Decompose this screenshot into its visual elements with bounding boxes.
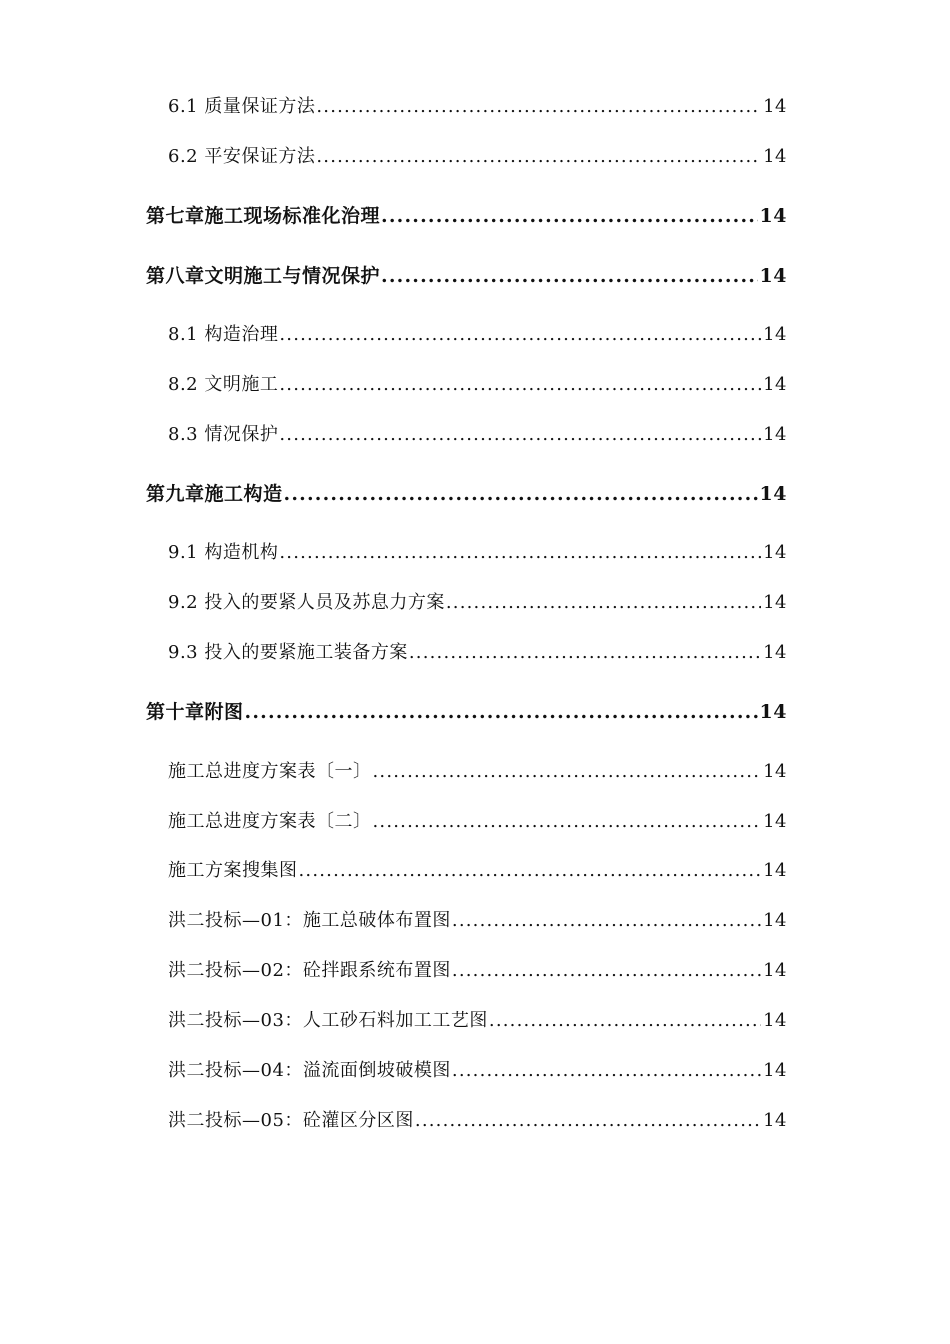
toc-entry-schedule-1[interactable] [168, 757, 787, 783]
toc-entry-9-3[interactable] [168, 638, 787, 664]
toc-dot-leader [373, 811, 762, 832]
toc-page-number: 14 [763, 592, 787, 613]
toc-entry-title: 施工方案搜集图 [168, 860, 298, 881]
toc-entry-drawing-02[interactable] [168, 956, 787, 982]
toc-dot-leader [316, 96, 761, 117]
toc-page-number: 14 [763, 424, 787, 445]
toc-entry-drawing-05[interactable] [168, 1106, 787, 1132]
toc-entry-title: 洪二投标—05：砼灌区分区图 [168, 1110, 414, 1131]
toc-page-number: 14 [759, 701, 787, 723]
toc-entry-title: 6.1 质量保证方法 [168, 96, 316, 117]
toc-entry-6-2[interactable] [168, 142, 787, 168]
toc-dot-leader [452, 1060, 761, 1081]
toc-page-number: 14 [759, 205, 787, 227]
toc-entry-title: 9.3 投入的要紧施工装备方案 [168, 642, 408, 663]
toc-dot-leader [373, 761, 762, 782]
toc-entry-title: 8.1 构造治理 [168, 324, 279, 345]
toc-chapter-8[interactable] [146, 261, 787, 288]
toc-entry-title: 9.2 投入的要紧人员及苏息力方案 [168, 592, 445, 613]
toc-entry-title: 洪二投标—03：人工砂石料加工工艺图 [168, 1010, 488, 1031]
toc-entry-9-1[interactable] [168, 538, 787, 564]
toc-page-number: 14 [759, 265, 787, 287]
toc-dot-leader [279, 542, 761, 563]
toc-entry-6-1[interactable] [168, 92, 787, 118]
toc-chapter-10[interactable] [146, 697, 787, 724]
toc-dot-leader [452, 910, 761, 931]
toc-dot-leader [381, 205, 758, 227]
toc-entry-title: 洪二投标—02：砼拌跟系统布置图 [168, 960, 451, 981]
toc-entry-title: 8.2 文明施工 [168, 374, 279, 395]
toc-page-number: 14 [763, 860, 787, 881]
toc-chapter-title: 第九章施工构造 [146, 483, 283, 505]
toc-chapter-7[interactable] [146, 201, 787, 228]
toc-entry-drawing-03[interactable] [168, 1006, 787, 1032]
toc-page-number: 14 [759, 483, 787, 505]
toc-page-number: 14 [763, 1060, 787, 1081]
toc-dot-leader [245, 701, 758, 723]
toc-entry-title: 9.1 构造机构 [168, 542, 279, 563]
toc-entry-8-1[interactable] [168, 320, 787, 346]
toc-page-number: 14 [763, 910, 787, 931]
toc-dot-leader [284, 483, 758, 505]
toc-dot-leader [452, 960, 761, 981]
toc-chapter-title: 第十章附图 [146, 701, 244, 723]
toc-page-number: 14 [763, 374, 787, 395]
toc-page-number: 14 [763, 96, 787, 117]
toc-entry-network-diagram[interactable] [168, 856, 787, 882]
toc-entry-9-2[interactable] [168, 588, 787, 614]
toc-dot-leader [299, 860, 762, 881]
toc-entry-schedule-2[interactable] [168, 807, 787, 833]
toc-entry-title: 6.2 平安保证方法 [168, 146, 316, 167]
toc-dot-leader [489, 1010, 761, 1031]
toc-page-number: 14 [763, 811, 787, 832]
toc-dot-leader [381, 265, 758, 287]
toc-entry-title: 施工总进度方案表〔二〕 [168, 811, 372, 832]
toc-chapter-title: 第八章文明施工与情况保护 [146, 265, 381, 287]
toc-dot-leader [279, 424, 761, 445]
toc-entry-title: 洪二投标—01：施工总破体布置图 [168, 910, 451, 931]
toc-dot-leader [446, 592, 761, 613]
toc-entry-drawing-01[interactable] [168, 906, 787, 932]
toc-dot-leader [415, 1110, 761, 1131]
toc-entry-drawing-04[interactable] [168, 1056, 787, 1082]
toc-page-number: 14 [763, 146, 787, 167]
toc-entry-title: 8.3 情况保护 [168, 424, 279, 445]
toc-dot-leader [409, 642, 761, 663]
toc-page-number: 14 [763, 642, 787, 663]
toc-page-number: 14 [763, 1010, 787, 1031]
toc-dot-leader [279, 374, 761, 395]
toc-page-number: 14 [763, 542, 787, 563]
toc-dot-leader [279, 324, 761, 345]
toc-chapter-9[interactable] [146, 479, 787, 506]
toc-page-number: 14 [763, 960, 787, 981]
toc-chapter-title: 第七章施工现场标准化治理 [146, 205, 381, 227]
toc-page-number: 14 [763, 324, 787, 345]
toc-entry-8-3[interactable] [168, 420, 787, 446]
toc-entry-title: 施工总进度方案表〔一〕 [168, 761, 372, 782]
toc-entry-8-2[interactable] [168, 370, 787, 396]
toc-entry-title: 洪二投标—04：溢流面倒坡破模图 [168, 1060, 451, 1081]
toc-dot-leader [316, 146, 761, 167]
toc-page-number: 14 [763, 1110, 787, 1131]
toc-page-number: 14 [763, 761, 787, 782]
